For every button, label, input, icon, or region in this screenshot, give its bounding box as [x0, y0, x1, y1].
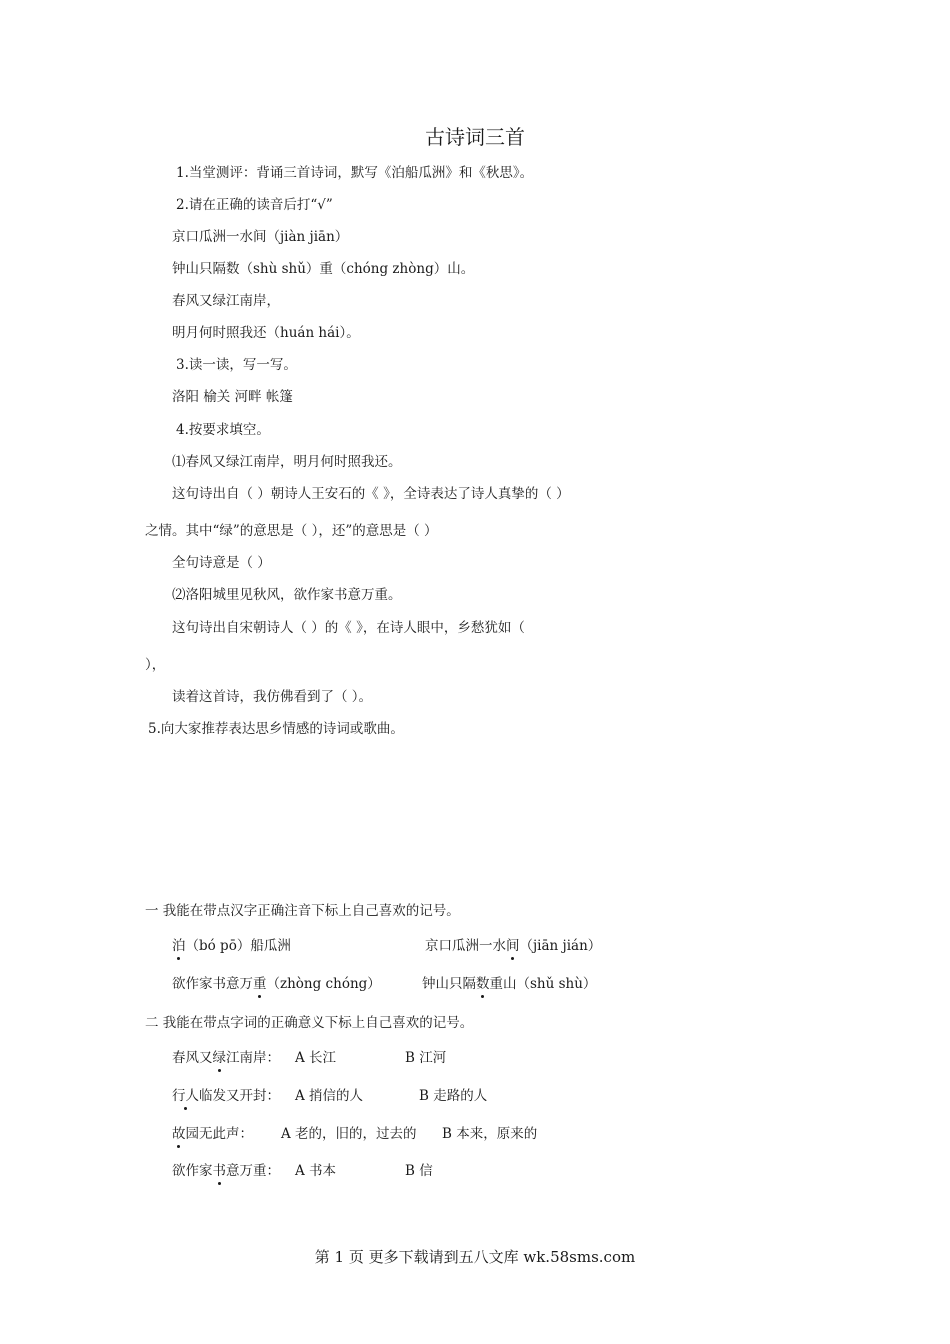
- option-b: B 信: [405, 1163, 433, 1179]
- question-5: 5.向大家推荐表达思乡情感的诗词或歌曲。: [148, 721, 404, 737]
- dotted-char: 重: [253, 976, 267, 992]
- option-a: A 捎信的人: [295, 1088, 364, 1104]
- option-a: A 老的，旧的，过去的: [281, 1126, 417, 1142]
- section-2-row: 故园无此声： A 老的，旧的，过去的 B 本来，原来的: [172, 1126, 538, 1142]
- question-2-line-4: 明月何时照我还（huán hái）。: [172, 325, 360, 341]
- page-footer: 第 1 页 更多下载请到五八文库 wk.58sms.com: [314, 1248, 636, 1266]
- section-1-item-b: 京口瓜洲一水间（jiān jián）: [425, 938, 602, 954]
- section-2-row: 欲作家书意万重： A 书本 B 信: [172, 1163, 433, 1179]
- dotted-char: 数: [476, 976, 490, 992]
- option-b: B 本来，原来的: [442, 1126, 538, 1142]
- question-4-item-1-fill-a: 这句诗出自（ ）朝诗人王安石的《 》，全诗表达了诗人真挚的（ ）: [172, 486, 570, 502]
- question-4-item-1-fill-c: 全句诗意是（ ）: [172, 555, 271, 571]
- question-2-line-1: 京口瓜洲一水间（jiàn jiān）: [172, 229, 349, 245]
- question-4: 4.按要求填空。: [176, 422, 270, 438]
- question-3-words: 洛阳 榆关 河畔 帐篷: [172, 389, 293, 405]
- option-b: B 走路的人: [419, 1088, 488, 1104]
- dotted-char: 间: [506, 938, 520, 954]
- question-1: 1.当堂测评：背诵三首诗词，默写《泊船瓜洲》和《秋思》。: [176, 165, 534, 181]
- dotted-char: 绿: [212, 1050, 226, 1066]
- question-3: 3.读一读，写一写。: [176, 357, 297, 373]
- question-4-item-1-fill-b: 之情。其中“绿”的意思是（ ），还”的意思是（ ）: [145, 523, 438, 539]
- dotted-char: 书: [212, 1163, 226, 1179]
- question-4-item-2: ⑵洛阳城里见秋风，欲作家书意万重。: [172, 587, 402, 603]
- question-2-line-3: 春风又绿江南岸，: [172, 293, 280, 309]
- dotted-char: 故: [172, 1126, 186, 1142]
- section-2-row: 春风又绿江南岸： A 长江 B 江河: [172, 1050, 447, 1066]
- section-1-item-c: 欲作家书意万重（zhòng chóng）: [172, 976, 381, 992]
- question-4-item-2-fill-c: 读着这首诗，我仿佛看到了（ ）。: [172, 689, 373, 705]
- section-1-item-d: 钟山只隔数重山（shǔ shù）: [422, 976, 597, 992]
- dotted-char: 泊: [172, 938, 186, 954]
- section-2-heading: 二 我能在带点字词的正确意义下标上自己喜欢的记号。: [145, 1015, 474, 1031]
- option-a: A 长江: [295, 1050, 337, 1066]
- question-4-item-1: ⑴春风又绿江南岸，明月何时照我还。: [172, 454, 402, 470]
- question-2: 2.请在正确的读音后打“√”: [176, 197, 333, 213]
- option-a: A 书本: [295, 1163, 337, 1179]
- section-1-item-a: 泊（bó pō）船瓜洲: [172, 938, 291, 954]
- option-b: B 江河: [405, 1050, 447, 1066]
- question-4-item-2-fill-a: 这句诗出自宋朝诗人（ ）的《 》，在诗人眼中，乡愁犹如（: [172, 620, 525, 636]
- section-1-heading: 一 我能在带点汉字正确注音下标上自己喜欢的记号。: [145, 903, 460, 919]
- page-title: 古诗词三首: [425, 125, 525, 149]
- dotted-char: 行人: [172, 1088, 199, 1104]
- question-2-line-2: 钟山只隔数（shù shǔ）重（chóng zhòng）山。: [172, 261, 475, 277]
- section-2-row: 行人临发又开封： A 捎信的人 B 走路的人: [172, 1088, 488, 1104]
- question-4-item-2-fill-b: ），: [145, 657, 166, 673]
